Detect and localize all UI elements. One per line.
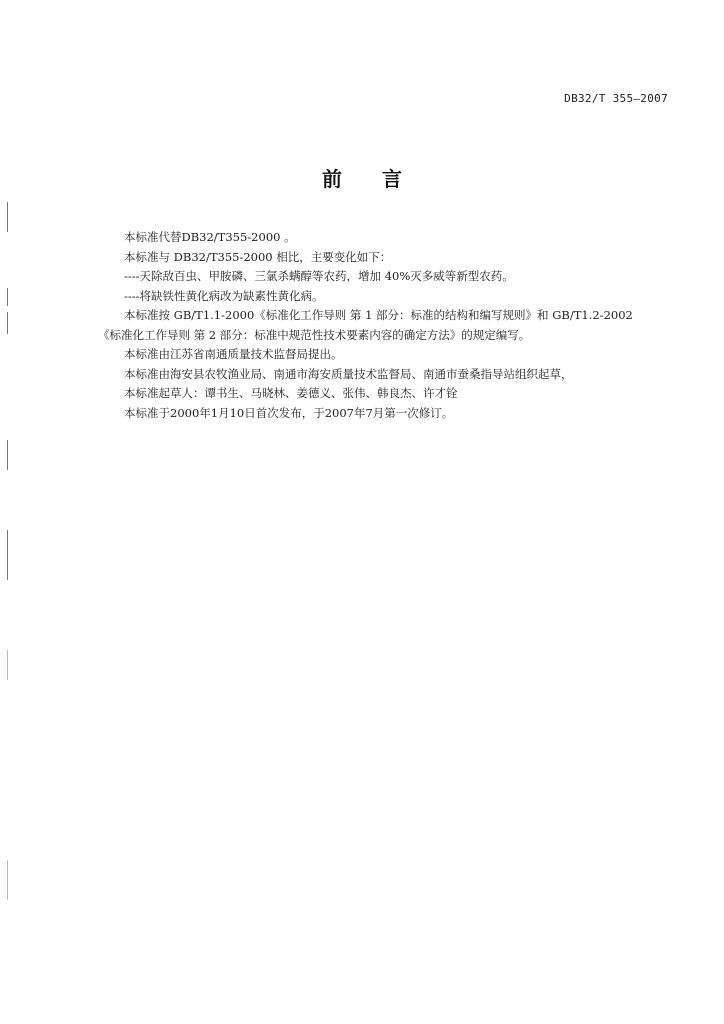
- document-body: [98, 228, 682, 423]
- paragraph-changes-intro: 本标准与 DB32/T355-2000 相比，主要变化如下：: [124, 249, 392, 264]
- paragraph-proposer: 本标准由江苏省南通质量技术监督局提出。: [124, 347, 343, 361]
- scan-mark: [7, 312, 8, 334]
- scan-mark: [7, 288, 8, 306]
- scan-mark: [7, 440, 8, 470]
- scan-mark: [7, 860, 8, 900]
- paragraph-change-disease: ----将缺铁性黄化病改为缺素性黄化病。: [124, 288, 324, 303]
- paragraph-drafting-basis-continued: 《标准化工作导则 第 2 部分：标准中规范性技术要素内容的确定方法》的规定编写。: [98, 327, 531, 342]
- scan-mark: [7, 530, 8, 580]
- paragraph-drafters: 本标准起草人：谭书生、马晓林、姜德义、张伟、韩良杰、许才铨: [124, 386, 458, 400]
- scan-mark: [7, 202, 8, 232]
- document-header-code: DB32/T 355—2007: [564, 92, 668, 105]
- paragraph-drafting-basis: 本标准按 GB/T1.1-2000《标准化工作导则 第 1 部分：标准的结构和编写规则》和 GB/T1.2-2002: [124, 308, 633, 322]
- paragraph-change-pesticides: ----天除敌百虫、甲胺磷、三氯杀螨醇等农药，增加 40%灭多威等新型农药。: [124, 269, 514, 283]
- paragraph-replaces: 本标准代替DB32/T355-2000 。: [124, 230, 296, 244]
- paragraph-drafting-organizations: 本标准由海安县农牧渔业局、南通市海安质量技术监督局、南通市蚕桑指导站组织起草，: [124, 366, 573, 381]
- page-title: 前言: [322, 167, 442, 191]
- paragraph-publication-history: 本标准于2000年1月10日首次发布，于2007年7月第一次修订。: [124, 405, 454, 420]
- scan-mark: [7, 650, 8, 680]
